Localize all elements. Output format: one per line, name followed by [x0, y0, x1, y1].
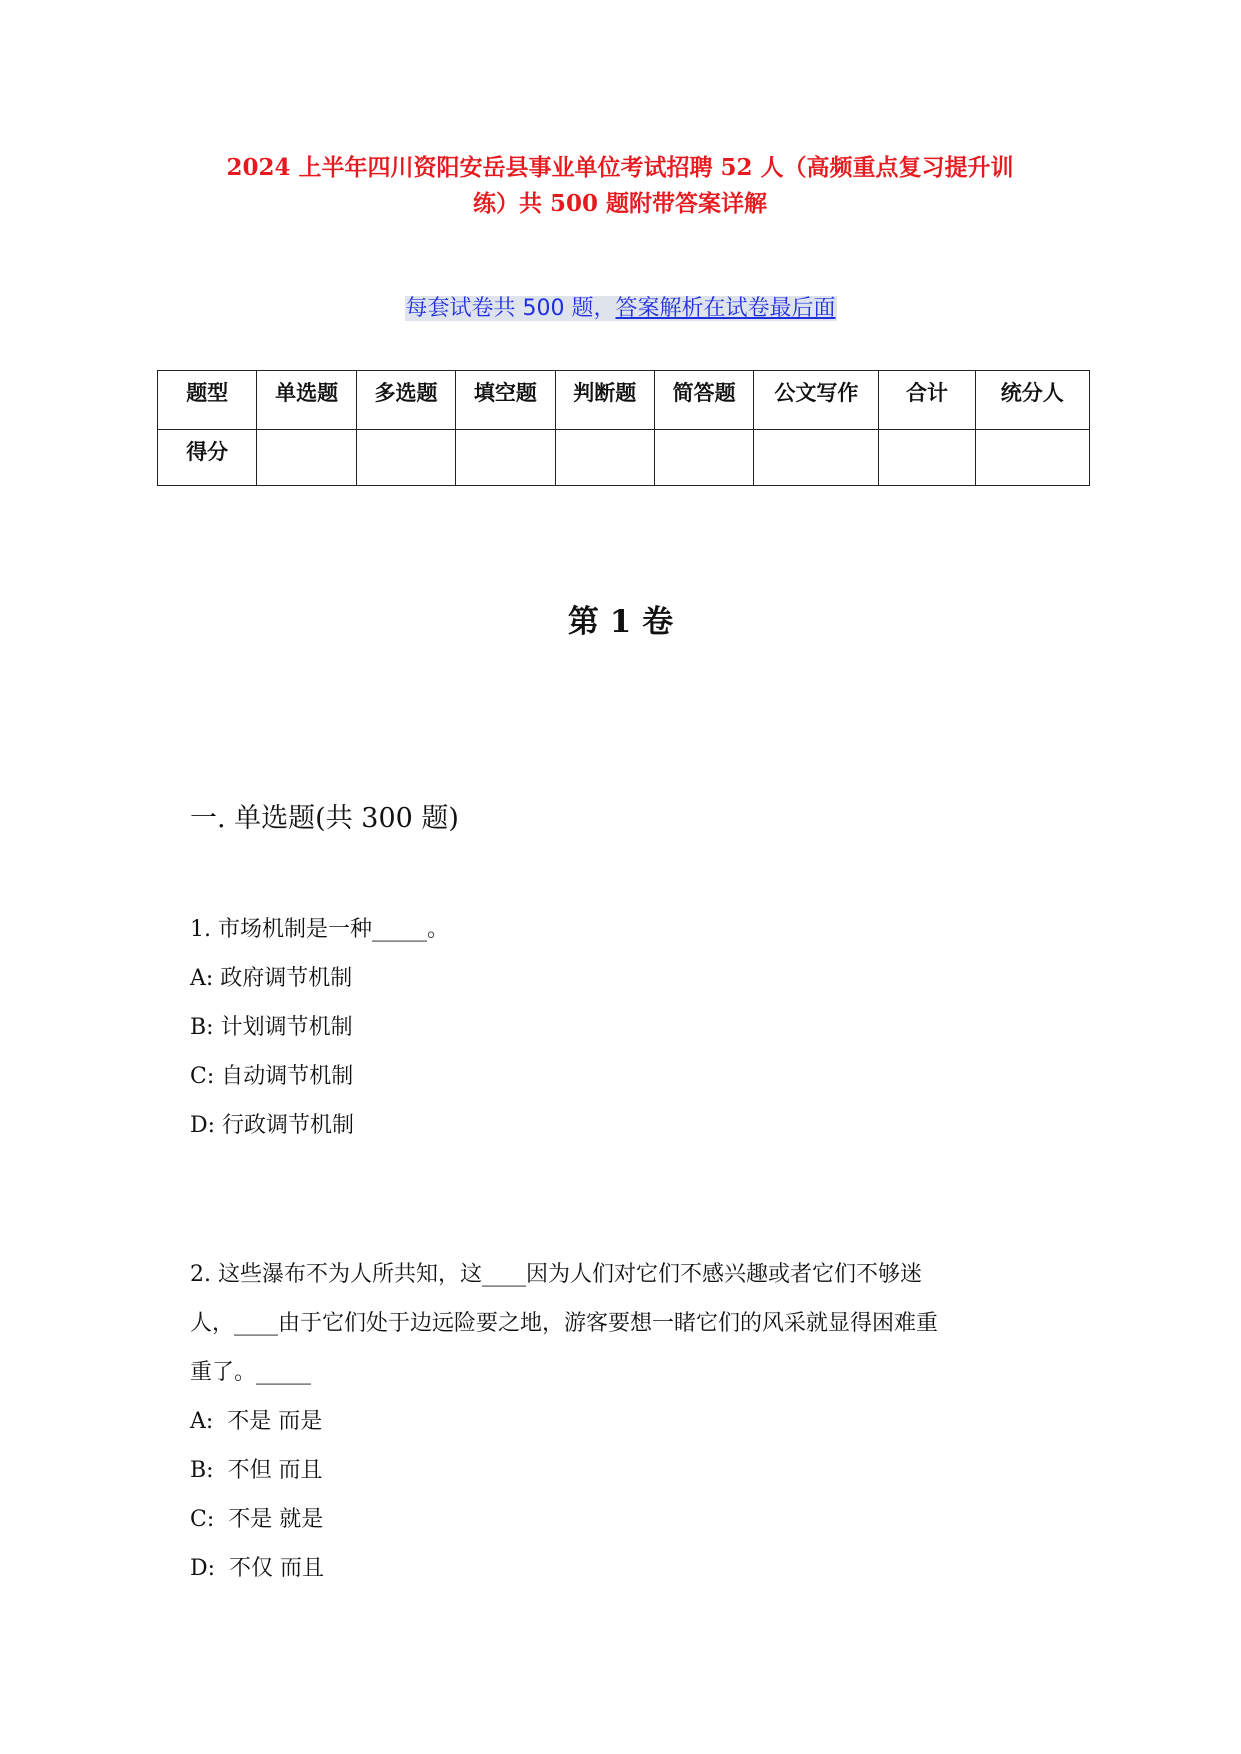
option-b[interactable]: B: 不但 而且 [190, 1458, 323, 1483]
score-header-cell: 公文写作 [754, 371, 879, 430]
score-input-cell[interactable] [654, 430, 753, 486]
score-input-cell[interactable] [456, 430, 555, 486]
score-row-label: 得分 [158, 430, 257, 486]
score-header-cell: 合计 [879, 371, 975, 430]
section-title: 一. 单选题(共 300 题) [190, 803, 459, 834]
volume-title: 第 1 卷 [567, 604, 674, 640]
question-stem-line-3: 重了。_____ [190, 1360, 312, 1385]
option-b[interactable]: B: 计划调节机制 [190, 1015, 353, 1040]
score-input-cell[interactable] [754, 430, 879, 486]
option-a[interactable]: A: 政府调节机制 [190, 966, 353, 991]
subtitle-part-1: 每套试卷共 500 题， [405, 296, 616, 321]
score-header-cell: 简答题 [654, 371, 753, 430]
option-c[interactable]: C: 自动调节机制 [190, 1064, 354, 1089]
score-input-cell[interactable] [975, 430, 1089, 486]
score-header-cell: 多选题 [356, 371, 455, 430]
option-c[interactable]: C: 不是 就是 [190, 1507, 324, 1532]
question-2 [190, 1250, 938, 1593]
score-table [157, 370, 1090, 486]
subtitle [0, 294, 1241, 324]
subtitle-part-2: 答案解析在试卷最后面 [615, 296, 836, 321]
option-a[interactable]: A: 不是 而是 [190, 1409, 323, 1434]
title-line-2: 练）共 500 题附带答案详解 [472, 190, 768, 217]
score-header-cell: 统分人 [975, 371, 1089, 430]
score-header-cell: 单选题 [257, 371, 356, 430]
document-title [160, 150, 1080, 222]
question-stem-line-1: 2. 这些瀑布不为人所共知，这____因为人们对它们不感兴趣或者它们不够迷 [190, 1262, 922, 1287]
question-stem: 1. 市场机制是一种_____。 [190, 917, 449, 942]
score-header-cell: 填空题 [456, 371, 555, 430]
question-1 [190, 905, 449, 1150]
score-table-header-row [158, 371, 1090, 430]
option-d[interactable]: D: 不仅 而且 [190, 1556, 325, 1581]
title-line-1: 2024 上半年四川资阳安岳县事业单位考试招聘 52 人（高频重点复习提升训 [226, 154, 1014, 181]
score-input-cell[interactable] [879, 430, 975, 486]
score-input-cell[interactable] [257, 430, 356, 486]
score-header-cell: 题型 [158, 371, 257, 430]
score-header-cell: 判断题 [555, 371, 654, 430]
option-d[interactable]: D: 行政调节机制 [190, 1113, 355, 1138]
score-table-score-row [158, 430, 1090, 486]
question-stem-line-2: 人，____由于它们处于边远险要之地，游客要想一睹它们的风采就显得困难重 [190, 1311, 939, 1336]
score-input-cell[interactable] [356, 430, 455, 486]
score-input-cell[interactable] [555, 430, 654, 486]
